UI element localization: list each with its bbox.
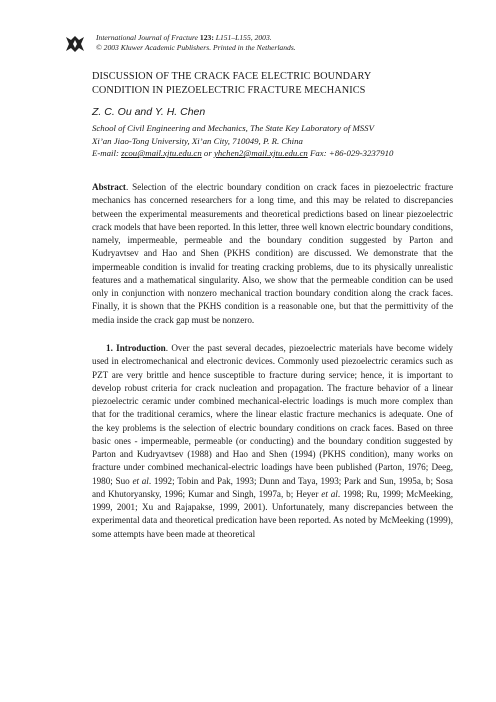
contact-line bbox=[92, 147, 452, 160]
abstract-text: . Selection of the electric boundary condition on crack faces in piezoelectric fracture mechanics has concerned researchers for a long time, and this may be related to discrepancies between the experimental measurements and theoretical predictions based on linear piezoelectric crack models that have been reported. In this letter, three well known electric boundary conditions, namely, impermeable, permeable and the boundary condition suggested by Parton and Kudryavtsev and Hao and Shen (PKHS condition) are discussed. We demonstrate that the impermeable condition is invalid for treating cracking problems, due to its physically unrealistic features and a mathematical singularity. Also, we show that the permeable condition can be used only in conjunction with nonzero mechanical traction boundary condition along the crack faces. Finally, it is shown that the PKHS condition is a reasonable one, but that the permittivity of the media inside the crack gap must be nonzero. bbox=[92, 182, 453, 325]
intro-text-3: . 1998; Ru, 1999; McMeeking, 1999, 2001; Xu and Rajapakse, 1999, 2001). Unfortunately, many discrepancies between the experimental data and theoretical predication have been reported. As noted by McMeeking (1999), some attempts have been made at theoretical bbox=[92, 488, 453, 539]
intro-etal-1: et al bbox=[132, 475, 149, 486]
introduction-paragraph bbox=[92, 342, 453, 541]
introduction-heading: 1. Introduction bbox=[106, 343, 166, 353]
affiliation-block bbox=[92, 122, 452, 160]
intro-etal-2: et al bbox=[321, 488, 338, 499]
abstract-label: Abstract bbox=[92, 182, 126, 192]
copyright-line: © 2003 Kluwer Academic Publishers. Printed in the Netherlands. bbox=[96, 43, 296, 52]
email-or: or bbox=[201, 148, 214, 158]
journal-citation-line bbox=[96, 33, 416, 43]
journal-volume: 123: bbox=[199, 33, 214, 42]
paper-authors: Z. C. Ou and Y. H. Chen bbox=[92, 106, 206, 118]
journal-header bbox=[96, 33, 416, 53]
intro-text-2: . 1992; Tobin and Pak, 1993; Dunn and Taya, 1993; Park and Sun, 1995a, b; Sosa and Khutoryansky, 1996; Kumar and Singh, 1997a, b; Heyer bbox=[92, 475, 453, 499]
email-link-2[interactable]: yhchen2@mail.xjtu.edu.cn bbox=[213, 148, 308, 158]
affiliation-line-2: Xi’an Jiao-Tong University, Xi’an City, 710049, P. R. China bbox=[92, 135, 303, 146]
intro-text-1: . Over the past several decades, piezoelectric materials have become widely used in electromechanical and electronic devices. Commonly used piezoelectric ceramics such as PZT are very brittle and hence susceptible to fracture during service; hence, it is important to develop robust criteria for crack nucleation and propagation. The fracture behavior of a linear piezoelectric ceramic under combined mechanical-electric loadings is much more complex than that for the traditional ceramics, where the linear elastic fracture mechanics is adequate. One of the key problems is the selection of electric boundary conditions on crack faces. Based on three basic ones - impermeable, permeable (or conducting) and the boundary condition suggested by Parton and Kudryavtsev (1988) and Hao and Shen (1994) (PKHS condition), many works on fracture under combined mechanical-electric loadings have been published (Parton, 1976; Deeg, 1980; Suo bbox=[92, 343, 453, 486]
journal-pages: L151–L155, 2003. bbox=[213, 33, 272, 42]
email-link-1[interactable]: zcou@mail.xjtu.edu.cn bbox=[121, 148, 202, 158]
fax-number: Fax: +86-029-3237910 bbox=[307, 148, 394, 158]
email-label: E-mail: bbox=[92, 148, 122, 158]
paper-title: DISCUSSION OF THE CRACK FACE ELECTRIC BOUNDARY CONDITION IN PIEZOELECTRIC FRACTURE MECHANICS bbox=[92, 71, 372, 96]
publisher-logo-icon bbox=[64, 34, 86, 54]
journal-name: International Journal of Fracture bbox=[96, 33, 199, 42]
affiliation-line-1: School of Civil Engineering and Mechanics, The State Key Laboratory of MSSV bbox=[92, 123, 374, 133]
abstract-paragraph bbox=[92, 181, 453, 327]
